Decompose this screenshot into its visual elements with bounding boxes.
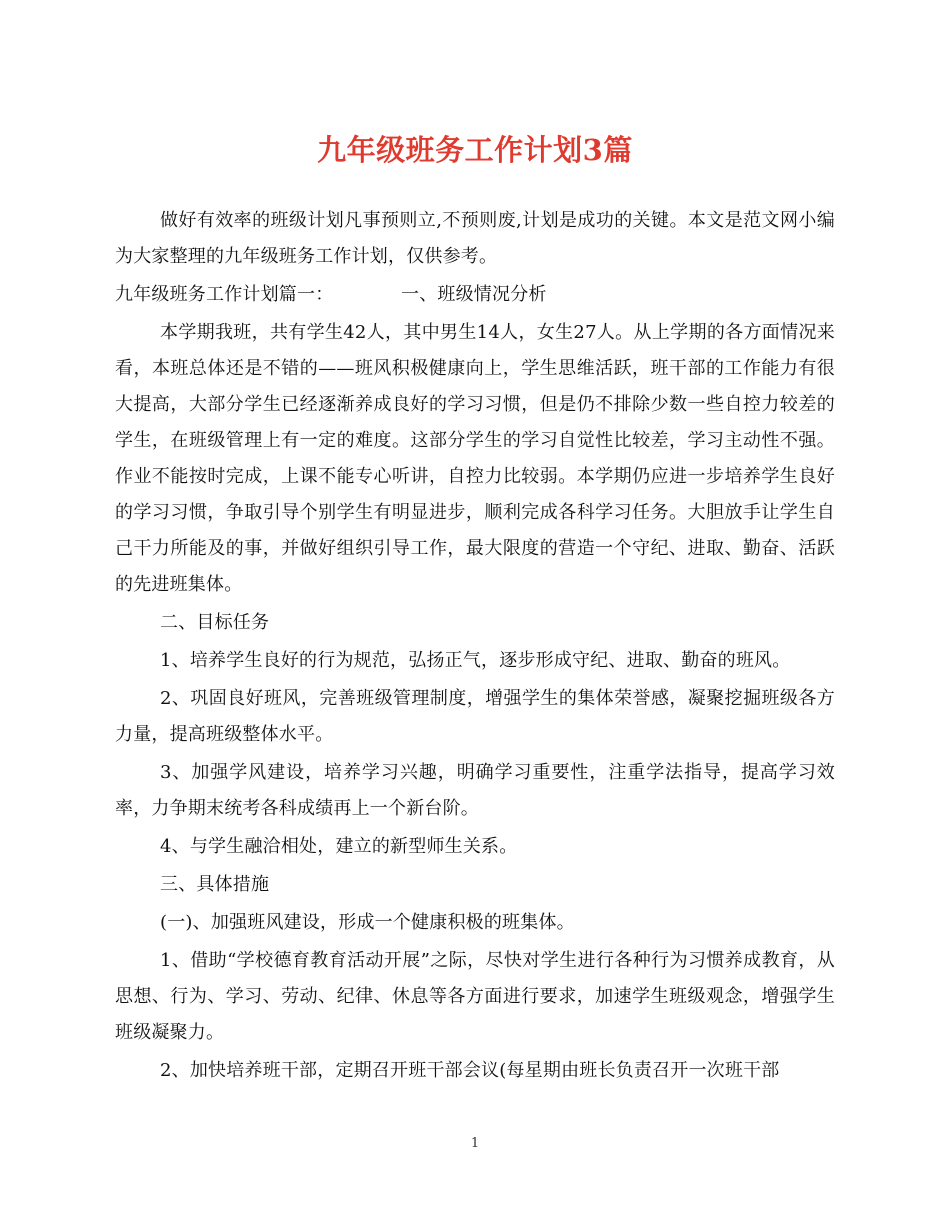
- goal-item: 3、加强学风建设，培养学习兴趣，明确学习重要性，注重学法指导，提高学习效率，力争期末统考各科成绩再上一个新台阶。: [115, 762, 835, 819]
- measure-item: 1、借助“学校德育教育活动开展”之际，尽快对学生进行各种行为习惯养成教育，从思想、行为、学习、劳动、纪律、休息等各方面进行要求，加速学生班级观念，增强学生班级凝聚力。: [115, 950, 835, 1043]
- goal-item: 1、培养学生良好的行为规范，弘扬正气，逐步形成守纪、进取、勤奋的班风。: [160, 650, 791, 671]
- document-title: 九年级班务工作计划3篇: [317, 133, 633, 167]
- page-number: 1: [470, 1136, 480, 1151]
- measure-item: 2、加快培养班干部，定期召开班干部会议(每星期由班长负责召开一次班干部: [160, 1060, 780, 1081]
- intro-paragraph: 做好有效率的班级计划凡事预则立,不预则废,计划是成功的关键。本文是范文网小编为大家整理的九年级班务工作计划，仅供参考。: [115, 210, 835, 267]
- analysis-paragraph: 本学期我班，共有学生42人，其中男生14人，女生27人。从上学期的各方面情况来看，本班总体还是不错的——班风积极健康向上，学生思维活跃，班干部的工作能力有很大提高，大部分学生已经逐渐养成良好的学习习惯，但是仍不排除少数一些自控力较差的学生，在班级管理上有一定的难度。这部分学生的学习自觉性比较差，学习主动性不强。作业不能按时完成，上课不能专心听讲，自控力比较弱。本学期仍应进一步培养学生良好的学习习惯，争取引导个别学生有明显进步，顺利完成各科学习任务。大胆放手让学生自己干力所能及的事，并做好组织引导工作，最大限度的营造一个守纪、进取、勤奋、活跃的先进班集体。: [115, 322, 835, 595]
- section-heading: 三、具体措施: [160, 874, 270, 895]
- section-label: 九年级班务工作计划篇一：: [115, 284, 334, 305]
- goal-item: 4、与学生融洽相处，建立的新型师生关系。: [160, 836, 518, 857]
- document-body: [115, 203, 835, 1091]
- section-heading: 二、目标任务: [160, 612, 270, 633]
- measure-heading: (一)、加强班风建设，形成一个健康积极的班集体。: [160, 912, 575, 933]
- goal-item: 2、巩固良好班风，完善班级管理制度，增强学生的集体荣誉感，凝聚挖掘班级各方力量，提高班级整体水平。: [115, 688, 835, 745]
- section-line: [115, 277, 835, 313]
- section-heading: 一、班级情况分析: [401, 284, 547, 305]
